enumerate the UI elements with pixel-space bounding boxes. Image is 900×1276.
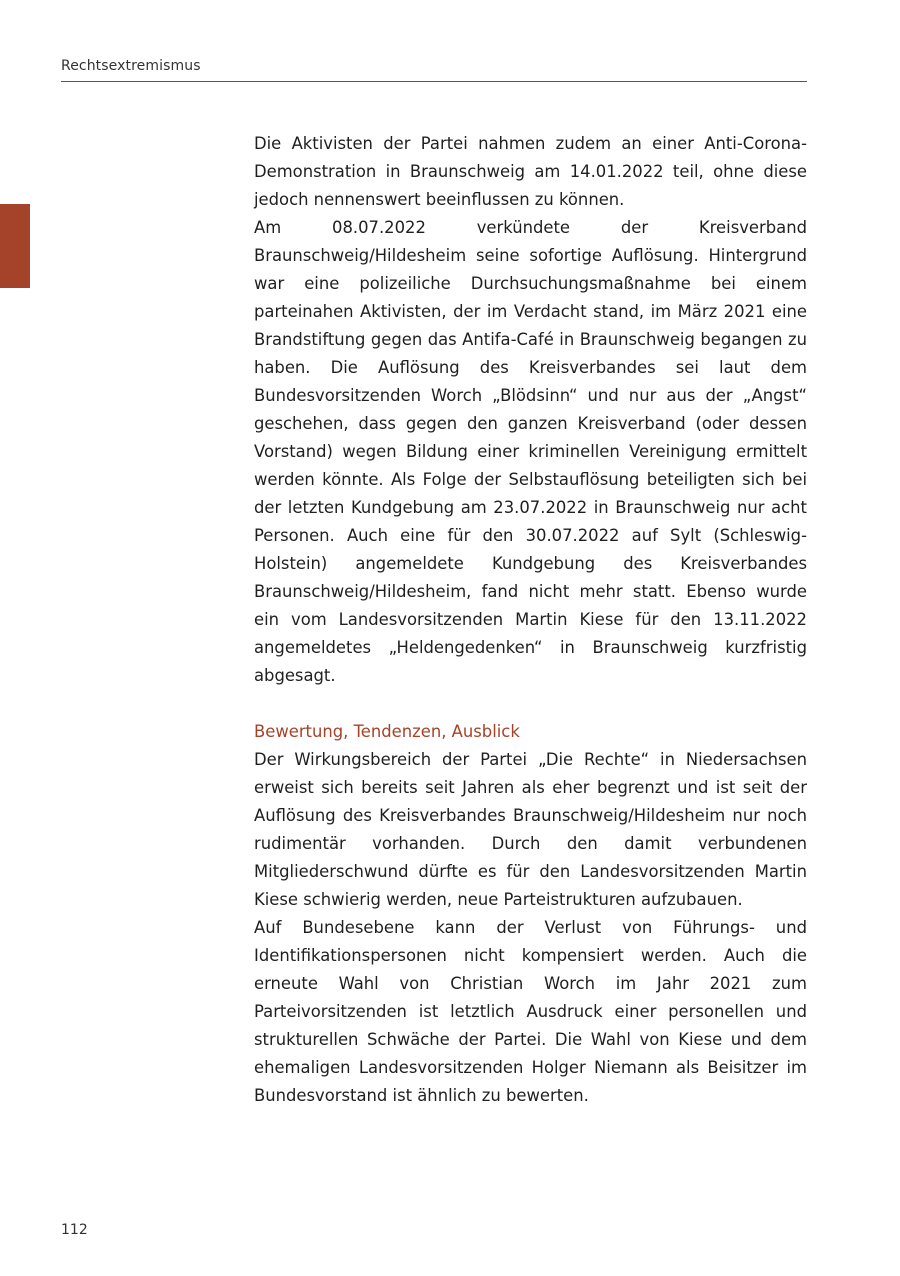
paragraph-section-1: Der Wirkungsbereich der Partei „Die Rechte“ in Niedersachsen erweist sich bereits seit Jahren als eher begrenzt und ist seit der Auflösung des Kreisverbandes Braunschweig/Hildesheim nur noch rudimentär vorhanden. Durch den damit verbundenen Mitgliederschwund dürfte es für den Landesvorsitzenden Martin Kiese schwierig werden, neue Parteistrukturen aufzubauen. — [254, 750, 807, 909]
paragraph-intro-1: Die Aktivisten der Partei nahmen zudem an einer Anti-Corona-Demonstration in Braunschweig am 14.01.2022 teil, ohne diese jedoch nennenswert beeinflussen zu können. — [254, 134, 807, 209]
header-divider — [61, 81, 807, 82]
running-header: Rechtsextremismus — [61, 58, 201, 74]
section-spacer — [254, 690, 807, 718]
section-heading: Bewertung, Tendenzen, Ausblick — [254, 722, 520, 741]
paragraph-section-2: Auf Bundesebene kann der Verlust von Führungs- und Identifikationspersonen nicht kompensiert werden. Auch die erneute Wahl von Christian Worch im Jahr 2021 zum Parteivorsitzenden ist letztlich Ausdruck einer personellen und strukturellen Schwäche der Partei. Die Wahl von Kiese und dem ehemaligen Landesvorsitzenden Holger Niemann als Beisitzer im Bundesvorstand ist ähnlich zu bewerten. — [254, 918, 807, 1105]
paragraph-intro-2: Am 08.07.2022 verkündete der Kreisverband Braunschweig/Hildesheim seine sofortige Auflösung. Hintergrund war eine polizeiliche Durchsuchungsmaßnahme bei einem parteinahen Aktivisten, der im Verdacht stand, im März 2021 eine Brandstiftung gegen das Antifa-Café in Braunschweig begangen zu haben. Die Auflösung des Kreisverbandes sei laut dem Bundesvorsitzenden Worch „Blödsinn“ und nur aus der „Angst“ geschehen, dass gegen den ganzen Kreisverband (oder dessen Vorstand) wegen Bildung einer kriminellen Vereinigung ermittelt werden könnte. Als Folge der Selbstauflösung beteiligten sich bei der letzten Kundgebung am 23.07.2022 in Braunschweig nur acht Personen. Auch eine für den 30.07.2022 auf Sylt (Schleswig-Holstein) angemeldete Kundgebung des Kreisverbandes Braunschweig/Hildesheim, fand nicht mehr statt. Ebenso wurde ein vom Landesvorsitzenden Martin Kiese für den 13.11.2022 angemeldetes „Heldengedenken“ in Braunschweig kurzfristig abgesagt. — [254, 218, 807, 685]
main-content — [254, 130, 807, 1110]
page-number: 112 — [61, 1222, 88, 1238]
chapter-marker-tab — [0, 204, 30, 288]
